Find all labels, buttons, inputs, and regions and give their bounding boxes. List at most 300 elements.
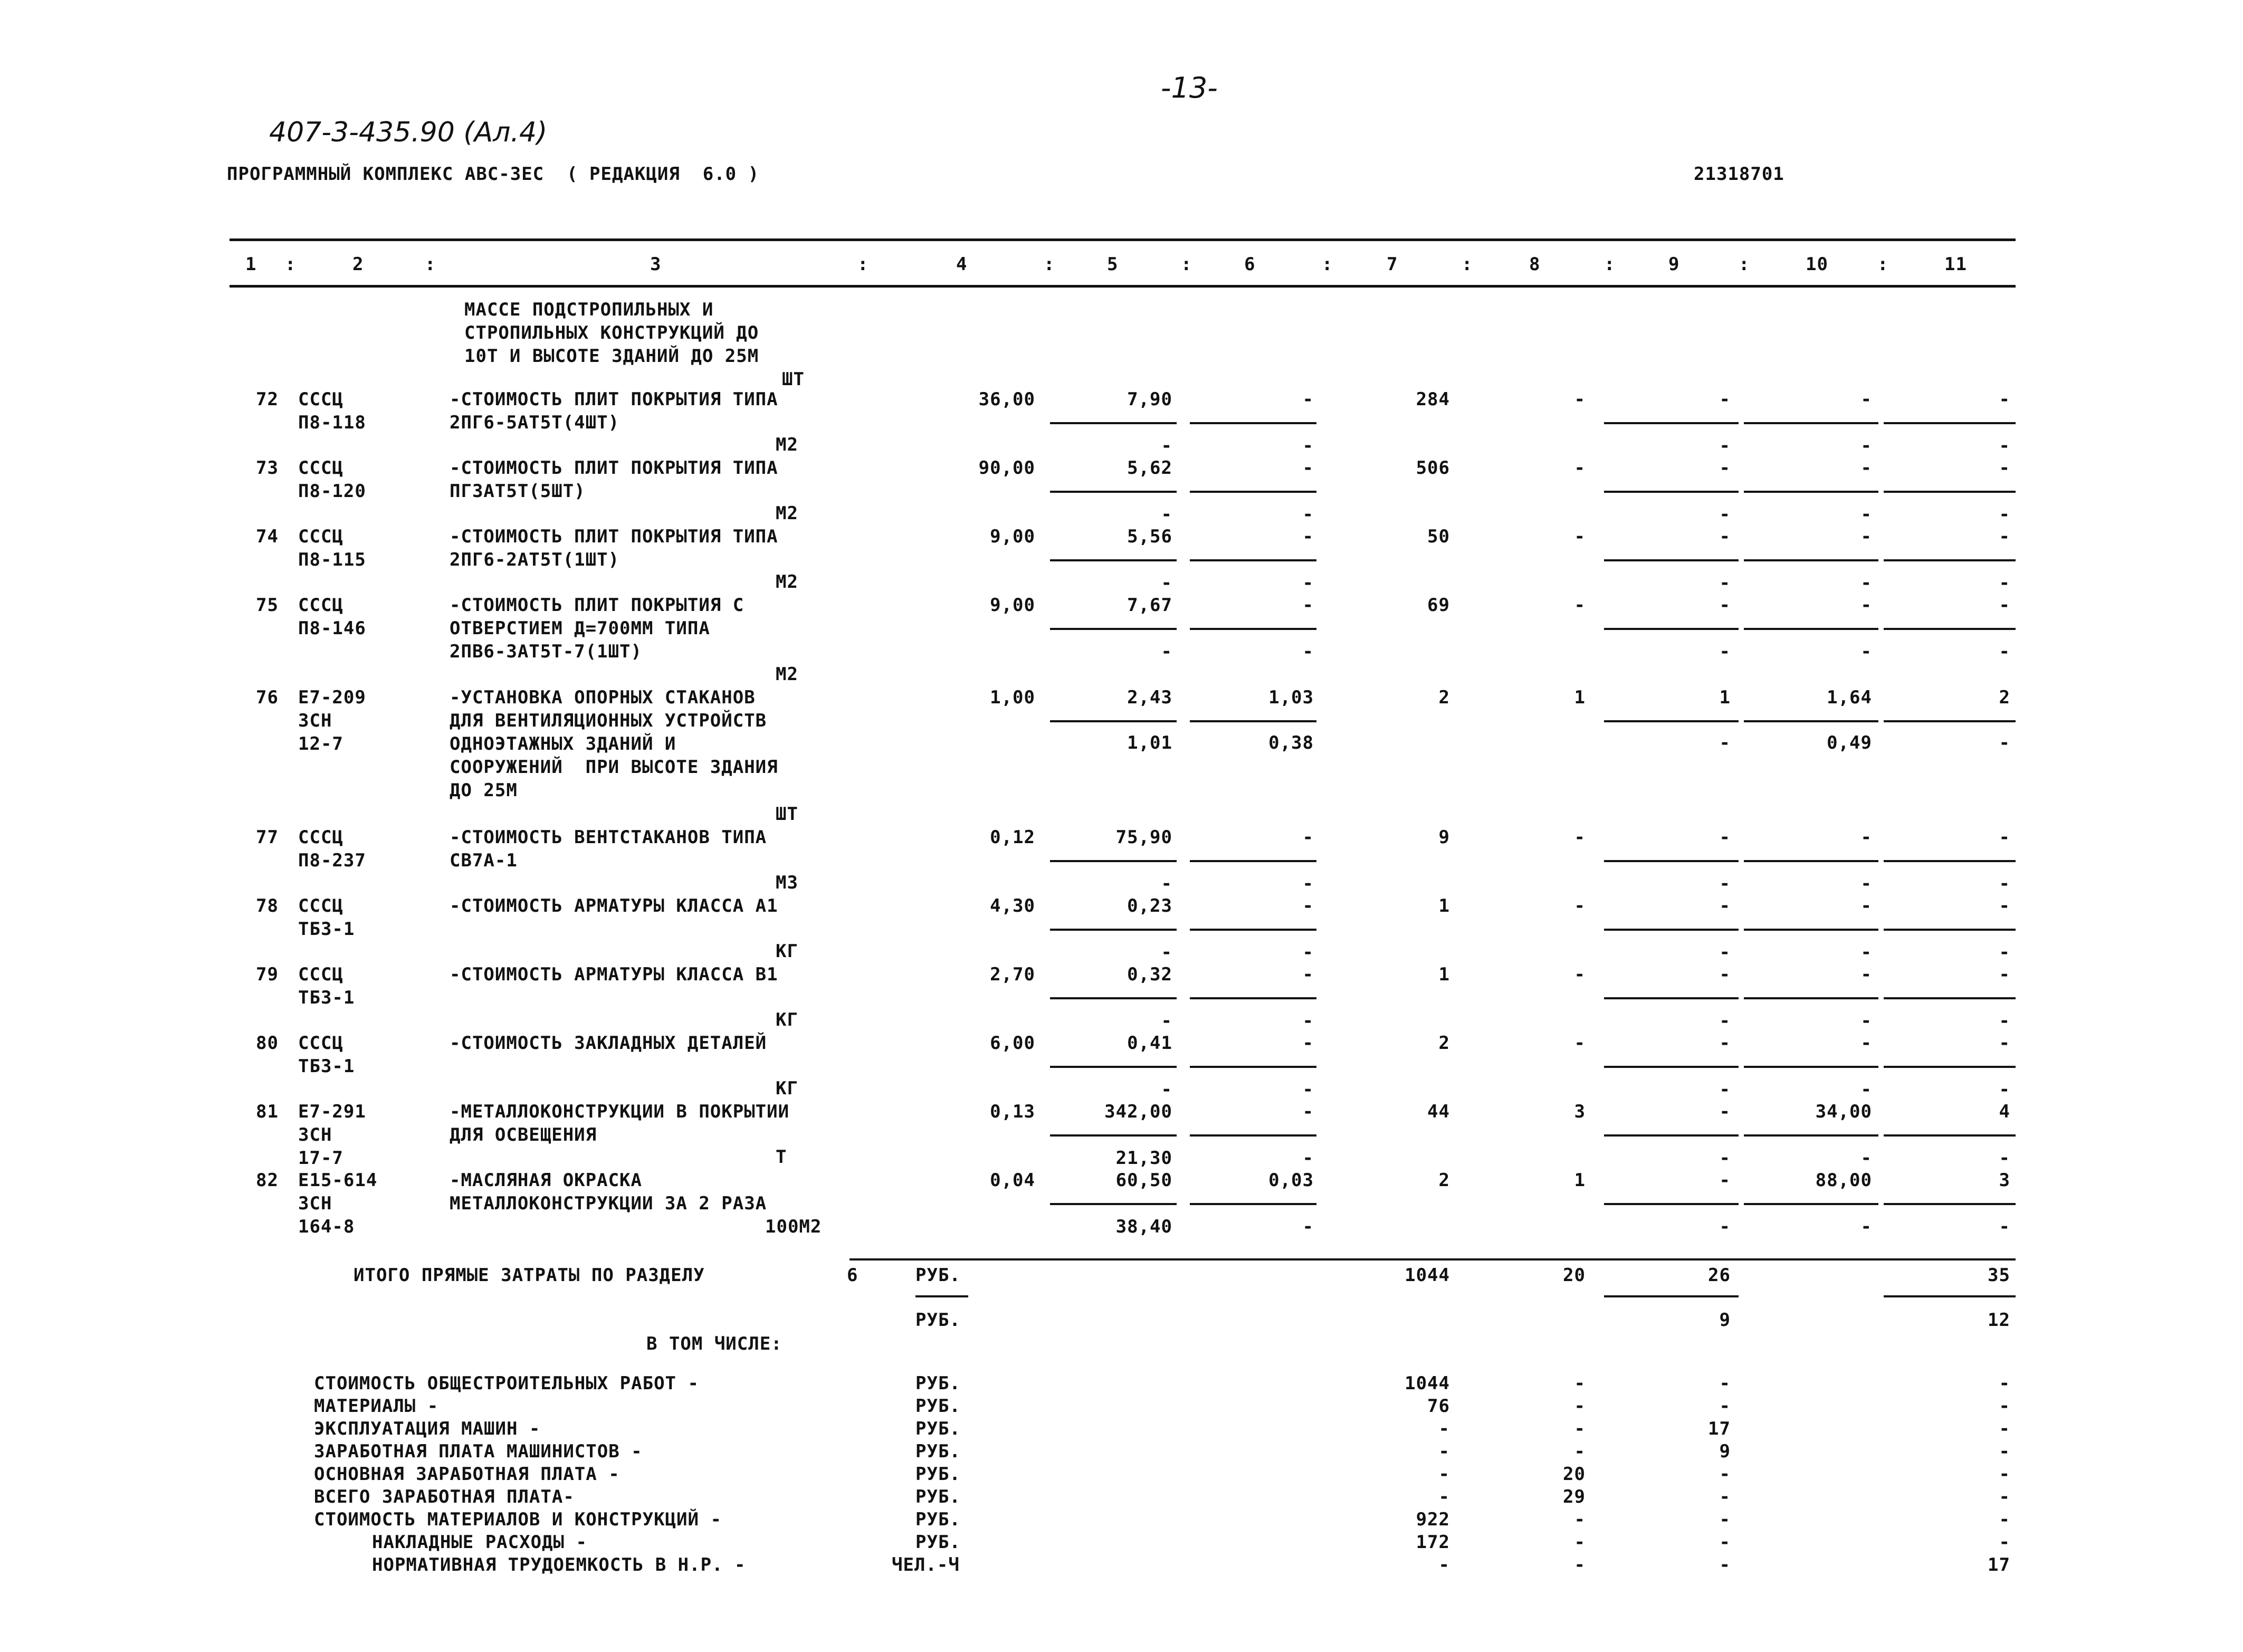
norm-code: ТБ3-1	[298, 987, 355, 1008]
header-cell-c1: 1	[245, 254, 257, 275]
cell-c6: -	[1302, 964, 1314, 985]
cell-c5: 5,62	[1127, 457, 1172, 479]
cell-c9b: -	[1719, 572, 1731, 594]
cell-c5: 342,00	[1104, 1101, 1172, 1122]
cell-c4: 2,70	[990, 964, 1035, 985]
cell-c10b: -	[1860, 504, 1872, 525]
cell-underline	[1604, 1134, 1739, 1137]
breakdown-c9: -	[1719, 1554, 1731, 1575]
cell-c5: 0,23	[1127, 895, 1172, 916]
row-number: 81	[256, 1101, 279, 1122]
cell-c5b: 1,01	[1127, 732, 1172, 753]
header-separator: :	[857, 254, 869, 275]
breakdown-c7: 922	[1416, 1509, 1450, 1530]
header-separator: :	[425, 254, 436, 275]
cell-c6: -	[1302, 457, 1314, 479]
cell-underline	[1050, 997, 1177, 999]
description-line: -СТОИМОСТЬ ВЕНТСТАКАНОВ ТИПА	[450, 827, 767, 848]
description-line: -СТОИМОСТЬ АРМАТУРЫ КЛАССА В1	[450, 964, 778, 985]
unit-label: КГ	[776, 1009, 798, 1030]
norm-code: ЗСН	[298, 1124, 332, 1145]
cell-c11b: -	[1999, 435, 2010, 456]
cell-c10: 1,64	[1827, 687, 1872, 708]
cell-c4: 9,00	[990, 595, 1035, 616]
header-cell-c6: 6	[1244, 254, 1256, 275]
cell-underline	[1604, 422, 1739, 424]
breakdown-c11: -	[1999, 1509, 2010, 1530]
cell-c7: 1	[1438, 964, 1450, 985]
cell-c6b: -	[1302, 1216, 1314, 1237]
cell-c7: 69	[1427, 595, 1450, 616]
breakdown-label: ВСЕГО ЗАРАБОТНАЯ ПЛАТА-	[314, 1486, 575, 1507]
cell-c9: -	[1719, 1033, 1731, 1054]
cell-c11: -	[1999, 457, 2010, 479]
description-line: -СТОИМОСТЬ ЗАКЛАДНЫХ ДЕТАЛЕЙ	[450, 1033, 767, 1054]
description-line: 2ПГ6-5АТ5Т(4ШТ)	[450, 412, 620, 433]
cell-underline	[1744, 720, 1878, 722]
cell-underline	[1884, 628, 2016, 630]
cell-underline	[1604, 720, 1739, 722]
description-line: -МЕТАЛЛОКОНСТРУКЦИИ В ПОКРЫТИИ	[450, 1101, 790, 1122]
breakdown-c8: -	[1574, 1532, 1586, 1553]
cell-c5b: -	[1161, 873, 1172, 894]
cell-underline	[1050, 929, 1177, 931]
description-line: ОТВЕРСТИЕМ Д=700ММ ТИПА	[450, 618, 710, 639]
totals-c7: 1044	[1405, 1265, 1450, 1286]
cell-c8: -	[1574, 827, 1586, 848]
cell-c9b: -	[1719, 1079, 1731, 1100]
breakdown-unit: РУБ.	[915, 1373, 961, 1394]
cell-c4: 6,00	[990, 1033, 1035, 1054]
cell-c9: 1	[1719, 687, 1731, 708]
unit-label: М2	[776, 503, 798, 524]
cell-underline	[1744, 422, 1878, 424]
cell-underline	[1190, 491, 1316, 493]
cell-underline	[1190, 422, 1316, 424]
cell-c4: 9,00	[990, 526, 1035, 547]
breakdown-unit: РУБ.	[915, 1418, 961, 1439]
cell-underline	[1884, 720, 2016, 722]
breakdown-unit: РУБ.	[915, 1486, 961, 1507]
cell-c9b: -	[1719, 1148, 1731, 1169]
description-line: ДО 25М	[450, 780, 518, 801]
description-line: СВ7А-1	[450, 850, 518, 871]
cell-c10b: 0,49	[1827, 732, 1872, 753]
cell-c6b: 0,38	[1268, 732, 1314, 753]
cell-underline	[1884, 1203, 2016, 1205]
description-line: -СТОИМОСТЬ ПЛИТ ПОКРЫТИЯ С	[450, 595, 745, 616]
breakdown-c9: -	[1719, 1396, 1731, 1417]
cell-underline	[1604, 628, 1739, 630]
header-separator: :	[1877, 254, 1889, 275]
breakdown-unit: РУБ.	[915, 1464, 961, 1485]
description-line: МЕТАЛЛОКОНСТРУКЦИИ ЗА 2 РАЗА	[450, 1193, 767, 1214]
breakdown-c7: -	[1438, 1464, 1450, 1485]
breakdown-c9: -	[1719, 1532, 1731, 1553]
cell-c11b: -	[1999, 1216, 2010, 1237]
cell-underline	[1604, 929, 1739, 931]
cell-underline	[1744, 559, 1878, 561]
description-line: СООРУЖЕНИЙ ПРИ ВЫСОТЕ ЗДАНИЯ	[450, 757, 778, 778]
unit-label: М2	[776, 664, 798, 685]
cell-c7: 284	[1416, 389, 1450, 410]
cell-c9b: -	[1719, 435, 1731, 456]
cell-c6: -	[1302, 595, 1314, 616]
header-separator: :	[1739, 254, 1750, 275]
cell-underline	[1744, 491, 1878, 493]
cell-underline	[1190, 628, 1316, 630]
norm-code: ТБ3-1	[298, 919, 355, 940]
header-cell-c8: 8	[1529, 254, 1541, 275]
cell-c8: 3	[1574, 1101, 1586, 1122]
cell-c6: 0,03	[1268, 1170, 1314, 1191]
breakdown-c11: -	[1999, 1532, 2010, 1553]
row-number: 76	[256, 687, 279, 708]
breakdown-label: ОСНОВНАЯ ЗАРАБОТНАЯ ПЛАТА -	[314, 1464, 620, 1485]
cell-c5: 5,56	[1127, 526, 1172, 547]
norm-code: Е15-614	[298, 1170, 378, 1191]
norm-code: П8-118	[298, 412, 366, 433]
cell-underline	[1050, 1203, 1177, 1205]
norm-code: СССЦ	[298, 457, 343, 479]
breakdown-c11: -	[1999, 1486, 2010, 1507]
cell-c10: -	[1860, 595, 1872, 616]
header-separator: :	[1322, 254, 1333, 275]
cell-underline	[1744, 1066, 1878, 1068]
cell-c9: -	[1719, 389, 1731, 410]
breakdown-c9: -	[1719, 1509, 1731, 1530]
cell-c6b: -	[1302, 1010, 1314, 1032]
cell-c6b: -	[1302, 435, 1314, 456]
cell-c10b: -	[1860, 435, 1872, 456]
cell-c5: 0,32	[1127, 964, 1172, 985]
totals-unit: РУБ.	[915, 1265, 961, 1286]
cell-underline	[1744, 1203, 1878, 1205]
cell-c5: 7,67	[1127, 595, 1172, 616]
cell-underline	[1190, 1066, 1316, 1068]
breakdown-c7: -	[1438, 1486, 1450, 1507]
header-cell-c11: 11	[1944, 254, 1967, 275]
document-id: 21318701	[1694, 164, 1784, 185]
cell-underline	[1190, 929, 1316, 931]
description-line: -МАСЛЯНАЯ ОКРАСКА	[450, 1170, 642, 1191]
totals-section: 6	[847, 1265, 858, 1286]
cell-c8: -	[1574, 895, 1586, 916]
cell-c9b: -	[1719, 1216, 1731, 1237]
breakdown-c11: -	[1999, 1441, 2010, 1462]
norm-code: П8-237	[298, 850, 366, 871]
header-separator: :	[1181, 254, 1192, 275]
cell-c6: -	[1302, 1101, 1314, 1122]
cell-c9: -	[1719, 1101, 1731, 1122]
cell-c5b: -	[1161, 504, 1172, 525]
cell-c4: 1,00	[990, 687, 1035, 708]
breakdown-label: ЗАРАБОТНАЯ ПЛАТА МАШИНИСТОВ -	[314, 1441, 643, 1462]
breakdown-c11: 17	[1988, 1554, 2010, 1575]
cell-c4: 0,13	[990, 1101, 1035, 1122]
cell-c5: 0,41	[1127, 1033, 1172, 1054]
cell-underline	[1050, 422, 1177, 424]
breakdown-c8: 20	[1563, 1464, 1586, 1485]
description-line: ПГ3АТ5Т(5ШТ)	[450, 481, 586, 502]
unit-label: М2	[776, 434, 798, 455]
breakdown-c9: -	[1719, 1373, 1731, 1394]
breakdown-c7: -	[1438, 1554, 1450, 1575]
description-line: ДЛЯ ВЕНТИЛЯЦИОННЫХ УСТРОЙСТВ	[450, 710, 767, 731]
cell-c10: -	[1860, 526, 1872, 547]
breakdown-c9: -	[1719, 1486, 1731, 1507]
breakdown-label: НОРМАТИВНАЯ ТРУДОЕМКОСТЬ В Н.Р. -	[372, 1554, 746, 1575]
cell-c9: -	[1719, 595, 1731, 616]
cell-c10: -	[1860, 389, 1872, 410]
unit-label: ШТ	[776, 804, 798, 825]
unit-label: ШТ	[782, 369, 805, 390]
description-line: -СТОИМОСТЬ ПЛИТ ПОКРЫТИЯ ТИПА	[450, 389, 778, 410]
norm-code: СССЦ	[298, 389, 343, 410]
cell-c9: -	[1719, 526, 1731, 547]
header-separator: :	[1462, 254, 1473, 275]
description-line: 10Т И ВЫСОТЕ ЗДАНИЙ ДО 25М	[464, 346, 759, 367]
cell-c10b: -	[1860, 873, 1872, 894]
norm-code: СССЦ	[298, 895, 343, 916]
cell-underline	[1884, 491, 2016, 493]
cell-c11b: -	[1999, 572, 2010, 594]
cell-c9: -	[1719, 895, 1731, 916]
cell-underline	[1604, 1203, 1739, 1205]
cell-underline	[1604, 1066, 1739, 1068]
breakdown-c8: -	[1574, 1396, 1586, 1417]
breakdown-unit: РУБ.	[915, 1396, 961, 1417]
cell-c6: -	[1302, 526, 1314, 547]
breakdown-label: СТОИМОСТЬ МАТЕРИАЛОВ И КОНСТРУКЦИЙ -	[314, 1509, 722, 1530]
norm-code: 164-8	[298, 1216, 355, 1237]
unit-label: КГ	[776, 1078, 798, 1099]
cell-c4: 90,00	[978, 457, 1035, 479]
cell-c8: 1	[1574, 687, 1586, 708]
subtotal-title: В ТОМ ЧИСЛЕ:	[646, 1333, 782, 1354]
description-line: МАССЕ ПОДСТРОПИЛЬНЫХ И	[464, 299, 714, 320]
description-line: -УСТАНОВКА ОПОРНЫХ СТАКАНОВ	[450, 687, 756, 708]
cell-c6b: -	[1302, 873, 1314, 894]
norm-code: 17-7	[298, 1148, 343, 1169]
breakdown-c11: -	[1999, 1396, 2010, 1417]
breakdown-c7: 76	[1427, 1396, 1450, 1417]
cell-underline	[1050, 720, 1177, 722]
cell-underline	[1050, 491, 1177, 493]
cell-underline	[1050, 1066, 1177, 1068]
cell-c6: -	[1302, 389, 1314, 410]
cell-c10b: -	[1860, 942, 1872, 963]
cell-underline	[1884, 860, 2016, 862]
breakdown-c9: 17	[1708, 1418, 1731, 1439]
totals-c8: 20	[1563, 1265, 1586, 1286]
cell-c11b: -	[1999, 942, 2010, 963]
cell-underline	[1050, 559, 1177, 561]
cell-c7: 2	[1438, 687, 1450, 708]
norm-code: СССЦ	[298, 964, 343, 985]
row-number: 72	[256, 389, 279, 410]
breakdown-c8: -	[1574, 1373, 1586, 1394]
breakdown-unit: ЧЕЛ.-Ч	[892, 1554, 960, 1575]
norm-code: СССЦ	[298, 526, 343, 547]
cell-c5b: 38,40	[1115, 1216, 1172, 1237]
cell-c8: -	[1574, 457, 1586, 479]
header-separator: :	[1604, 254, 1616, 275]
description-line: 2ПГ6-2АТ5Т(1ШТ)	[450, 549, 620, 570]
cell-c5: 60,50	[1115, 1170, 1172, 1191]
header-cell-c4: 4	[956, 254, 968, 275]
breakdown-c7: 172	[1416, 1532, 1450, 1553]
breakdown-c8: -	[1574, 1441, 1586, 1462]
cell-c5: 7,90	[1127, 389, 1172, 410]
cell-c11: -	[1999, 827, 2010, 848]
cell-c6b: -	[1302, 1148, 1314, 1169]
cell-underline	[1884, 559, 2016, 561]
cell-c10b: -	[1860, 1148, 1872, 1169]
description-line: -СТОИМОСТЬ ПЛИТ ПОКРЫТИЯ ТИПА	[450, 457, 778, 479]
cell-c5b: -	[1161, 1010, 1172, 1032]
header-cell-c3: 3	[650, 254, 662, 275]
cell-c11: 4	[1999, 1101, 2010, 1122]
header-cell-c10: 10	[1806, 254, 1828, 275]
cell-c11b: -	[1999, 641, 2010, 662]
cell-c5b: -	[1161, 572, 1172, 594]
totals-c11b: 12	[1988, 1310, 2010, 1331]
cell-underline	[1744, 1134, 1878, 1137]
row-number: 75	[256, 595, 279, 616]
cell-c10b: -	[1860, 641, 1872, 662]
breakdown-unit: РУБ.	[915, 1441, 961, 1462]
cell-c10: 88,00	[1815, 1170, 1872, 1191]
cell-c9: -	[1719, 827, 1731, 848]
cell-c5: 75,90	[1115, 827, 1172, 848]
cell-c7: 1	[1438, 895, 1450, 916]
cell-underline	[1190, 860, 1316, 862]
cell-c10b: -	[1860, 1216, 1872, 1237]
breakdown-c11: -	[1999, 1464, 2010, 1485]
unit-label: КГ	[776, 941, 798, 962]
cell-c11b: -	[1999, 732, 2010, 753]
cell-c7: 506	[1416, 457, 1450, 479]
cell-c5b: -	[1161, 641, 1172, 662]
cell-c11b: -	[1999, 873, 2010, 894]
norm-code: Е7-209	[298, 687, 366, 708]
cell-c5: 2,43	[1127, 687, 1172, 708]
breakdown-label: ЭКСПЛУАТАЦИЯ МАШИН -	[314, 1418, 541, 1439]
cell-c10b: -	[1860, 1010, 1872, 1032]
breakdown-unit: РУБ.	[915, 1532, 961, 1553]
norm-code: ЗСН	[298, 710, 332, 731]
breakdown-c8: -	[1574, 1418, 1586, 1439]
cell-c10: 34,00	[1815, 1101, 1872, 1122]
unit-label: Т	[776, 1147, 787, 1168]
totals-underline	[1884, 1295, 2016, 1297]
cell-c11: 2	[1999, 687, 2010, 708]
row-number: 73	[256, 457, 279, 479]
cell-c6b: -	[1302, 1079, 1314, 1100]
breakdown-c7: -	[1438, 1441, 1450, 1462]
cell-c8: -	[1574, 1033, 1586, 1054]
breakdown-unit: РУБ.	[915, 1509, 961, 1530]
cell-c8: -	[1574, 964, 1586, 985]
cell-underline	[1604, 491, 1739, 493]
cell-c4: 0,12	[990, 827, 1035, 848]
norm-code: Е7-291	[298, 1101, 366, 1122]
header-separator: :	[1044, 254, 1055, 275]
cell-underline	[1050, 628, 1177, 630]
cell-c7: 44	[1427, 1101, 1450, 1122]
breakdown-c11: -	[1999, 1418, 2010, 1439]
cell-underline	[1190, 1203, 1316, 1205]
breakdown-c7: 1044	[1405, 1373, 1450, 1394]
cell-c9b: -	[1719, 942, 1731, 963]
cell-c9b: -	[1719, 1010, 1731, 1032]
cell-c9b: -	[1719, 641, 1731, 662]
breakdown-c7: -	[1438, 1418, 1450, 1439]
cell-c11b: -	[1999, 504, 2010, 525]
cell-underline	[1190, 559, 1316, 561]
cell-c10b: -	[1860, 572, 1872, 594]
cell-underline	[1190, 997, 1316, 999]
row-number: 80	[256, 1033, 279, 1054]
breakdown-c8: -	[1574, 1554, 1586, 1575]
cell-c8: -	[1574, 526, 1586, 547]
cell-underline	[1884, 1066, 2016, 1068]
cell-c6: -	[1302, 1033, 1314, 1054]
cell-c7: 50	[1427, 526, 1450, 547]
cell-underline	[1744, 860, 1878, 862]
cell-c6b: -	[1302, 504, 1314, 525]
totals-underline	[1604, 1295, 1739, 1297]
totals-c9b: 9	[1719, 1310, 1731, 1331]
cell-c4: 0,04	[990, 1170, 1035, 1191]
cell-c7: 9	[1438, 827, 1450, 848]
row-number: 79	[256, 964, 279, 985]
breakdown-label: НАКЛАДНЫЕ РАСХОДЫ -	[372, 1532, 587, 1553]
cell-c11b: -	[1999, 1010, 2010, 1032]
section-end-rule	[850, 1258, 2016, 1261]
description-line: ДЛЯ ОСВЕЩЕНИЯ	[450, 1124, 597, 1145]
cell-underline	[1744, 628, 1878, 630]
document-code: 407-3-435.90 (Ал.4)	[269, 117, 548, 148]
breakdown-label: МАТЕРИАЛЫ -	[314, 1396, 439, 1417]
header-cell-c5: 5	[1107, 254, 1119, 275]
totals-c11: 35	[1988, 1265, 2010, 1286]
cell-c5b: 21,30	[1115, 1148, 1172, 1169]
cell-c11: -	[1999, 1033, 2010, 1054]
header-cell-c9: 9	[1668, 254, 1680, 275]
description-line: -СТОИМОСТЬ ПЛИТ ПОКРЫТИЯ ТИПА	[450, 526, 778, 547]
header-cell-c7: 7	[1387, 254, 1398, 275]
breakdown-c11: -	[1999, 1373, 2010, 1394]
norm-code: 12-7	[298, 733, 343, 755]
row-number: 74	[256, 526, 279, 547]
unit-label: М3	[776, 872, 798, 893]
norm-code: ТБ3-1	[298, 1056, 355, 1077]
row-number: 78	[256, 895, 279, 916]
breakdown-c9: -	[1719, 1464, 1731, 1485]
cell-c4: 36,00	[978, 389, 1035, 410]
cell-c10: -	[1860, 827, 1872, 848]
cell-underline	[1884, 997, 2016, 999]
cell-underline	[1884, 1134, 2016, 1137]
cell-c6b: -	[1302, 942, 1314, 963]
cell-c9: -	[1719, 1170, 1731, 1191]
cell-c6b: -	[1302, 572, 1314, 594]
cell-c10b: -	[1860, 1079, 1872, 1100]
cell-underline	[1050, 1134, 1177, 1137]
description-line: ОДНОЭТАЖНЫХ ЗДАНИЙ И	[450, 733, 676, 755]
